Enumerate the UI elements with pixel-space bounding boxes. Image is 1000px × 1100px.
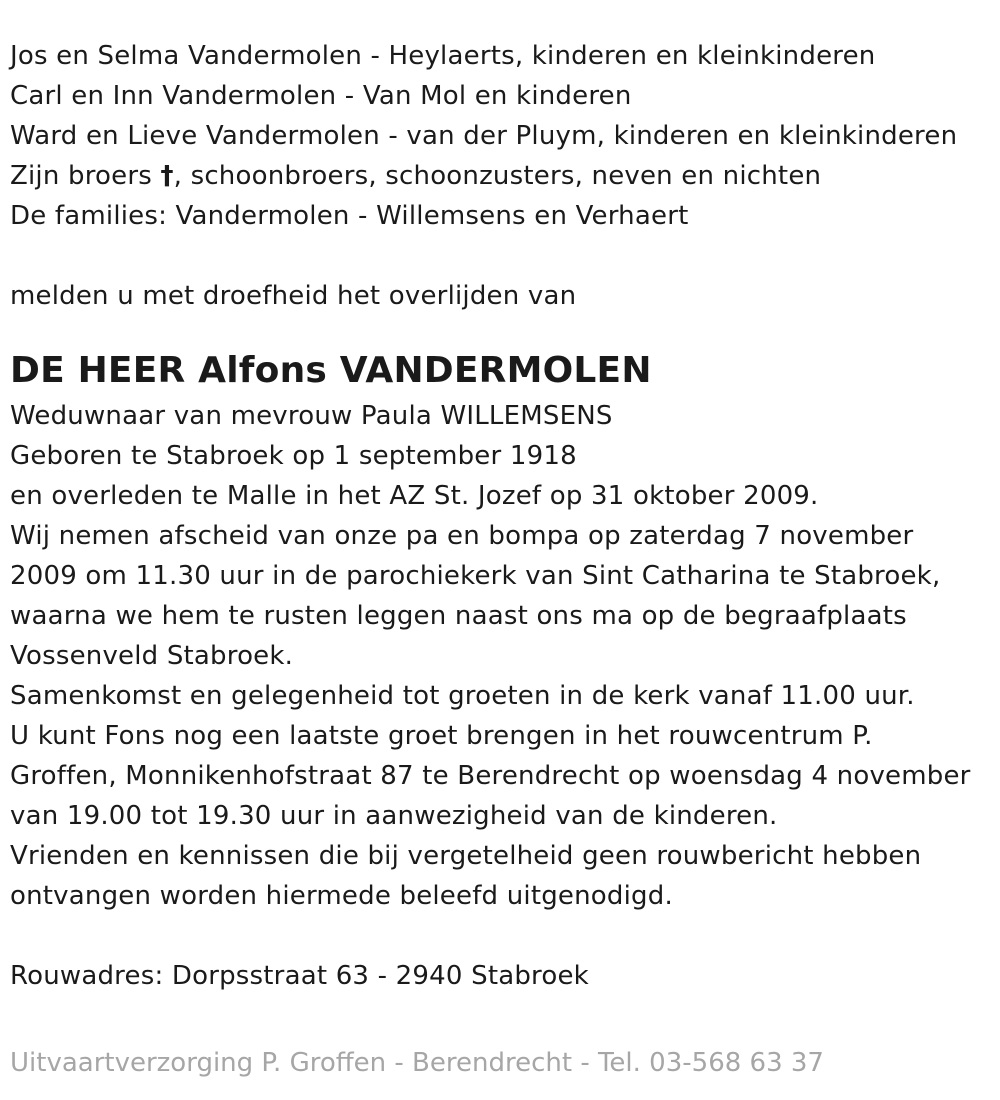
cross-icon: † <box>160 161 174 191</box>
detail-line: Geboren te Stabroek op 1 september 1918 <box>10 441 577 471</box>
announcement: melden u met droefheid het overlijden van <box>10 281 577 311</box>
brothers-suffix: , schoonbroers, schoonzusters, neven en nichten <box>173 161 822 191</box>
detail-line: Samenkomst en gelegenheid tot groeten in de kerk vanaf 11.00 uur. <box>10 681 915 711</box>
funeral-home-footer: Uitvaartverzorging P. Groffen - Berendrecht - Tel. 03-568 63 37 <box>10 1048 824 1078</box>
family-list <box>10 36 995 236</box>
brothers-line <box>10 156 995 196</box>
detail-line: Weduwnaar van mevrouw Paula WILLEMSENS <box>10 401 613 431</box>
family-line: Ward en Lieve Vandermolen - van der Pluym, kinderen en kleinkinderen <box>10 121 958 151</box>
details <box>10 396 995 916</box>
detail-line: Vrienden en kennissen die bij vergetelheid geen rouwbericht hebben <box>10 841 922 871</box>
detail-line: Wij nemen afscheid van onze pa en bompa op zaterdag 7 november <box>10 521 914 551</box>
detail-line: Groffen, Monnikenhofstraat 87 te Berendrecht op woensdag 4 november <box>10 761 971 791</box>
deceased-name: DE HEER Alfons VANDERMOLEN <box>10 350 652 391</box>
detail-line: Vossenveld Stabroek. <box>10 641 294 671</box>
detail-line: waarna we hem te rusten leggen naast ons ma op de begraafplaats <box>10 601 907 631</box>
detail-line: ontvangen worden hiermede beleefd uitgenodigd. <box>10 881 673 911</box>
brothers-prefix: Zijn broers <box>10 161 161 191</box>
mourning-address: Rouwadres: Dorpsstraat 63 - 2940 Stabroek <box>10 961 589 991</box>
detail-line: 2009 om 11.30 uur in de parochiekerk van Sint Catharina te Stabroek, <box>10 561 941 591</box>
families-line: De families: Vandermolen - Willemsens en Verhaert <box>10 201 689 231</box>
detail-line: en overleden te Malle in het AZ St. Jozef op 31 oktober 2009. <box>10 481 819 511</box>
family-line: Carl en Inn Vandermolen - Van Mol en kinderen <box>10 81 632 111</box>
family-line: Jos en Selma Vandermolen - Heylaerts, kinderen en kleinkinderen <box>10 41 876 71</box>
detail-line: van 19.00 tot 19.30 uur in aanwezigheid van de kinderen. <box>10 801 778 831</box>
detail-line: U kunt Fons nog een laatste groet brengen in het rouwcentrum P. <box>10 721 873 751</box>
death-notice <box>10 36 995 996</box>
